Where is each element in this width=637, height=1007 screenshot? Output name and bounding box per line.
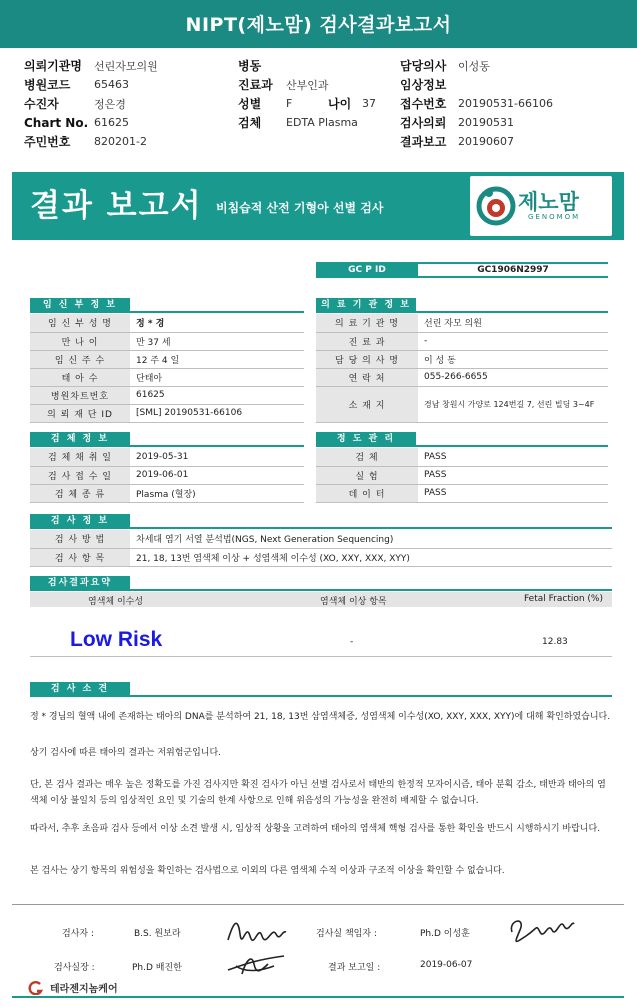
qc-rule: [316, 445, 608, 447]
summary-rule: [30, 589, 612, 591]
low-risk-result: Low Risk: [70, 628, 163, 651]
banner-subtitle: 비침습적 산전 기형아 선별 검사: [216, 201, 384, 215]
report-date-value: 20190607: [458, 135, 514, 148]
findings-paragraph-1: 정 * 경님의 혈액 내에 존재하는 태아의 DNA를 분석하여 21, 18, 13번 삼염색체증, 성염색체 이수성(XO, XXY, XXX, XYY)에 대해 확인하였습니다.: [30, 712, 611, 722]
contact-value: 055-266-6655: [418, 368, 608, 386]
request-date-value: 20190531: [458, 116, 514, 129]
table-row: [316, 350, 608, 368]
gestation-value: 12 주 4 일: [130, 350, 304, 368]
doctor-label: 담당의사: [400, 59, 447, 73]
findings-rule: [30, 695, 612, 697]
sex-value: F: [286, 97, 293, 110]
test-method-key: 검 사 방 법: [30, 530, 130, 548]
gcpid-row: [316, 262, 608, 278]
hospital-chart-key: 병원차트번호: [30, 386, 130, 404]
collection-date-key: 검 체 채 취 일: [30, 448, 130, 466]
hospital-code-label: 병원코드: [24, 78, 71, 92]
qc-specimen-value: PASS: [418, 448, 608, 466]
age-label: 나이: [328, 97, 352, 111]
department-value: 산부인과: [286, 78, 329, 92]
table-row: [30, 466, 304, 484]
hospital-code-value: 65463: [94, 78, 129, 91]
specimen-info-table: [30, 448, 304, 503]
qc-specimen-key: 검 체: [316, 448, 418, 466]
qc-data-value: PASS: [418, 484, 608, 502]
age-value: 37: [362, 97, 376, 110]
report-title: NIPT(제노맘) 검사결과보고서: [0, 0, 637, 48]
qc-table: [316, 448, 608, 503]
logo-subtext: GENOMOM: [528, 213, 581, 221]
receipt-date-value: 2019-06-01: [130, 466, 304, 484]
summary-col-fetal-fraction: Fetal Fraction (%): [524, 594, 603, 604]
institution-info-heading: 의 료 기 관 정 보: [316, 298, 416, 312]
table-row: [30, 386, 304, 404]
clinical-info-label: 임상정보: [400, 78, 447, 92]
ward-label: 병동: [238, 59, 262, 73]
tester-signature-icon: [224, 912, 290, 946]
resident-no-label: 주민번호: [24, 135, 71, 149]
genomom-logo: [470, 176, 612, 236]
test-info-rule: [30, 527, 612, 529]
chart-no-value: 61625: [94, 116, 129, 129]
summary-heading: 검사결과요약: [30, 576, 130, 590]
specimen-value: EDTA Plasma: [286, 116, 358, 129]
logo-text: 제노맘: [518, 190, 579, 214]
specimen-type-value: Plasma (혈장): [130, 484, 304, 502]
table-row: [30, 314, 304, 332]
table-row: [30, 448, 304, 466]
pregnant-info-rule: [30, 311, 304, 313]
table-row: [30, 530, 612, 548]
receipt-no-label: 접수번호: [400, 97, 447, 111]
summary-col-aneuploidy: 염색체 이수성: [88, 597, 144, 607]
specimen-info-heading: 검 체 정 보: [30, 432, 130, 446]
lab-head-signature-icon: [224, 946, 290, 978]
fetal-fraction-value: 12.83: [542, 637, 568, 647]
findings-paragraph-2: 상기 검사에 따른 태아의 결과는 저위험군입니다.: [30, 748, 222, 758]
findings-paragraph-3: 단, 본 검사 결과는 매우 높은 정확도를 가진 검사지만 확진 검사가 아닌 선별 검사로서 태반의 한정적 모자이시즘, 태아 분획 감소, 태반과 태아의 염색체 이상 불일치 등의 임상적인 요인 및 기술의 한계 사항으로 인해 위음성의 가능성을 완전히 배제할 수 없습니다.: [30, 780, 606, 806]
bottom-rule: [12, 996, 624, 998]
resident-no-value: 820201-2: [94, 135, 147, 148]
sex-label: 성별: [238, 97, 262, 111]
lab-head-name: Ph.D 배진한: [132, 963, 182, 973]
age-value-cell: 만 37 세: [130, 332, 304, 350]
table-row: [316, 368, 608, 386]
qc-data-key: 데 이 터: [316, 484, 418, 502]
genomom-logo-icon: [476, 186, 516, 226]
result-report: [12, 168, 624, 1000]
header-info: [0, 52, 637, 160]
summary-col-abnormal: 염색체 이상 항목: [320, 597, 387, 607]
institution-info-table: [316, 314, 608, 423]
table-row: [30, 404, 304, 422]
tester-name: B.S. 원보라: [134, 929, 181, 939]
fetus-count-key: 태 아 수: [30, 368, 130, 386]
findings-paragraph-4: 따라서, 추후 초음파 검사 등에서 이상 소견 발생 시, 임상적 상황을 고려하여 태아의 염색체 핵형 검사를 통한 확인을 반드시 시행하시기 바랍니다.: [30, 824, 601, 834]
address-key: 소 재 지: [316, 386, 418, 422]
table-row: [30, 368, 304, 386]
contact-key: 연 락 처: [316, 368, 418, 386]
doctor-value: 이성동: [458, 59, 490, 73]
qc-heading: 정 도 관 리: [316, 432, 416, 446]
foundation-id-value: [SML] 20190531-66106: [130, 404, 304, 422]
patient-label: 수진자: [24, 97, 59, 111]
doctor-value-cell: 이 성 동: [418, 350, 608, 368]
doctor-key: 담 당 의 사 명: [316, 350, 418, 368]
lab-responsible-label: 검사실 책임자 :: [316, 929, 377, 939]
summary-table-header: [30, 592, 612, 607]
pregnant-name-value: 정 * 경: [130, 314, 304, 332]
gestation-key: 임 신 주 수: [30, 350, 130, 368]
receipt-date-key: 검 사 접 수 일: [30, 466, 130, 484]
table-row: [316, 386, 608, 422]
table-row: [316, 314, 608, 332]
specimen-info-rule: [30, 445, 304, 447]
fetus-count-value: 단태아: [130, 368, 304, 386]
department-label: 진료과: [238, 78, 273, 92]
abnormal-items-value: -: [350, 637, 354, 647]
patient-value: 정은경: [94, 97, 126, 111]
address-value: 경남 창원시 가양로 124번길 7, 선린 빌딩 3~4F: [418, 386, 608, 422]
report-date-label-sig: 결과 보고일 :: [328, 963, 381, 973]
specimen-type-key: 검 체 종 류: [30, 484, 130, 502]
pregnant-name-key: 임 신 부 성 명: [30, 314, 130, 332]
report-date-label: 결과보고: [400, 135, 447, 149]
footer-brand-text: 테라젠지놈케어: [50, 984, 118, 995]
table-row: [30, 350, 304, 368]
tester-label: 검사자 :: [62, 929, 94, 939]
institution-label: 의뢰기관명: [24, 59, 82, 73]
report-date-value-sig: 2019-06-07: [420, 960, 473, 970]
institution-name-value: 선린 자모 의원: [418, 314, 608, 332]
terragen-logo-icon: [28, 981, 46, 995]
pregnant-info-table: [30, 314, 304, 423]
table-row: [30, 332, 304, 350]
gcpid-value: GC1906N2997: [477, 265, 549, 275]
institution-info-rule: [316, 311, 608, 313]
findings-heading: 검 사 소 견: [30, 682, 130, 696]
institution-value: 선린자모의원: [94, 59, 158, 73]
test-method-value: 차세대 염기 서열 분석법(NGS, Next Generation Sequencing): [130, 530, 612, 548]
receipt-no-value: 20190531-66106: [458, 97, 553, 110]
qc-experiment-key: 실 험: [316, 466, 418, 484]
lab-responsible-signature-icon: [506, 910, 578, 946]
table-row: [316, 466, 608, 484]
department-key: 진 료 과: [316, 332, 418, 350]
table-row: [316, 448, 608, 466]
signature-divider: [12, 904, 624, 905]
test-info-table: [30, 530, 612, 567]
qc-experiment-value: PASS: [418, 466, 608, 484]
table-row: [316, 332, 608, 350]
banner-title: 결과 보고서: [30, 188, 203, 224]
table-row: [316, 484, 608, 502]
pregnant-info-heading: 임 신 부 정 보: [30, 298, 130, 312]
collection-date-value: 2019-05-31: [130, 448, 304, 466]
table-row: [30, 484, 304, 502]
lab-responsible-name: Ph.D 이성훈: [420, 929, 470, 939]
specimen-label: 검체: [238, 116, 262, 130]
chart-no-label: Chart No.: [24, 115, 89, 130]
header-col-3: [400, 56, 553, 151]
foundation-id-key: 의 뢰 재 단 ID: [30, 404, 130, 422]
table-row: [30, 548, 612, 566]
test-items-key: 검 사 항 목: [30, 548, 130, 566]
institution-name-key: 의 료 기 관 명: [316, 314, 418, 332]
age-key: 만 나 이: [30, 332, 130, 350]
request-date-label: 검사의뢰: [400, 116, 447, 130]
hospital-chart-value: 61625: [130, 386, 304, 404]
findings-paragraph-5: 본 검사는 상기 항목의 위험성을 확인하는 검사법으로 이외의 다른 염색체 수적 이상과 구조적 이상을 확인할 수 없습니다.: [30, 866, 505, 876]
lab-head-label: 검사실장 :: [54, 963, 95, 973]
report-banner: [12, 172, 624, 240]
header-col-1: [24, 56, 158, 151]
header-col-2: [238, 56, 376, 132]
department-value-cell: -: [418, 332, 608, 350]
test-info-heading: 검 사 정 보: [30, 514, 130, 528]
gcpid-label: GC P ID: [316, 264, 418, 276]
footer-brand: [28, 980, 118, 995]
test-items-value: 21, 18, 13번 염색체 이상 + 성염색체 이수성 (XO, XXY, XXX, XYY): [130, 548, 612, 566]
